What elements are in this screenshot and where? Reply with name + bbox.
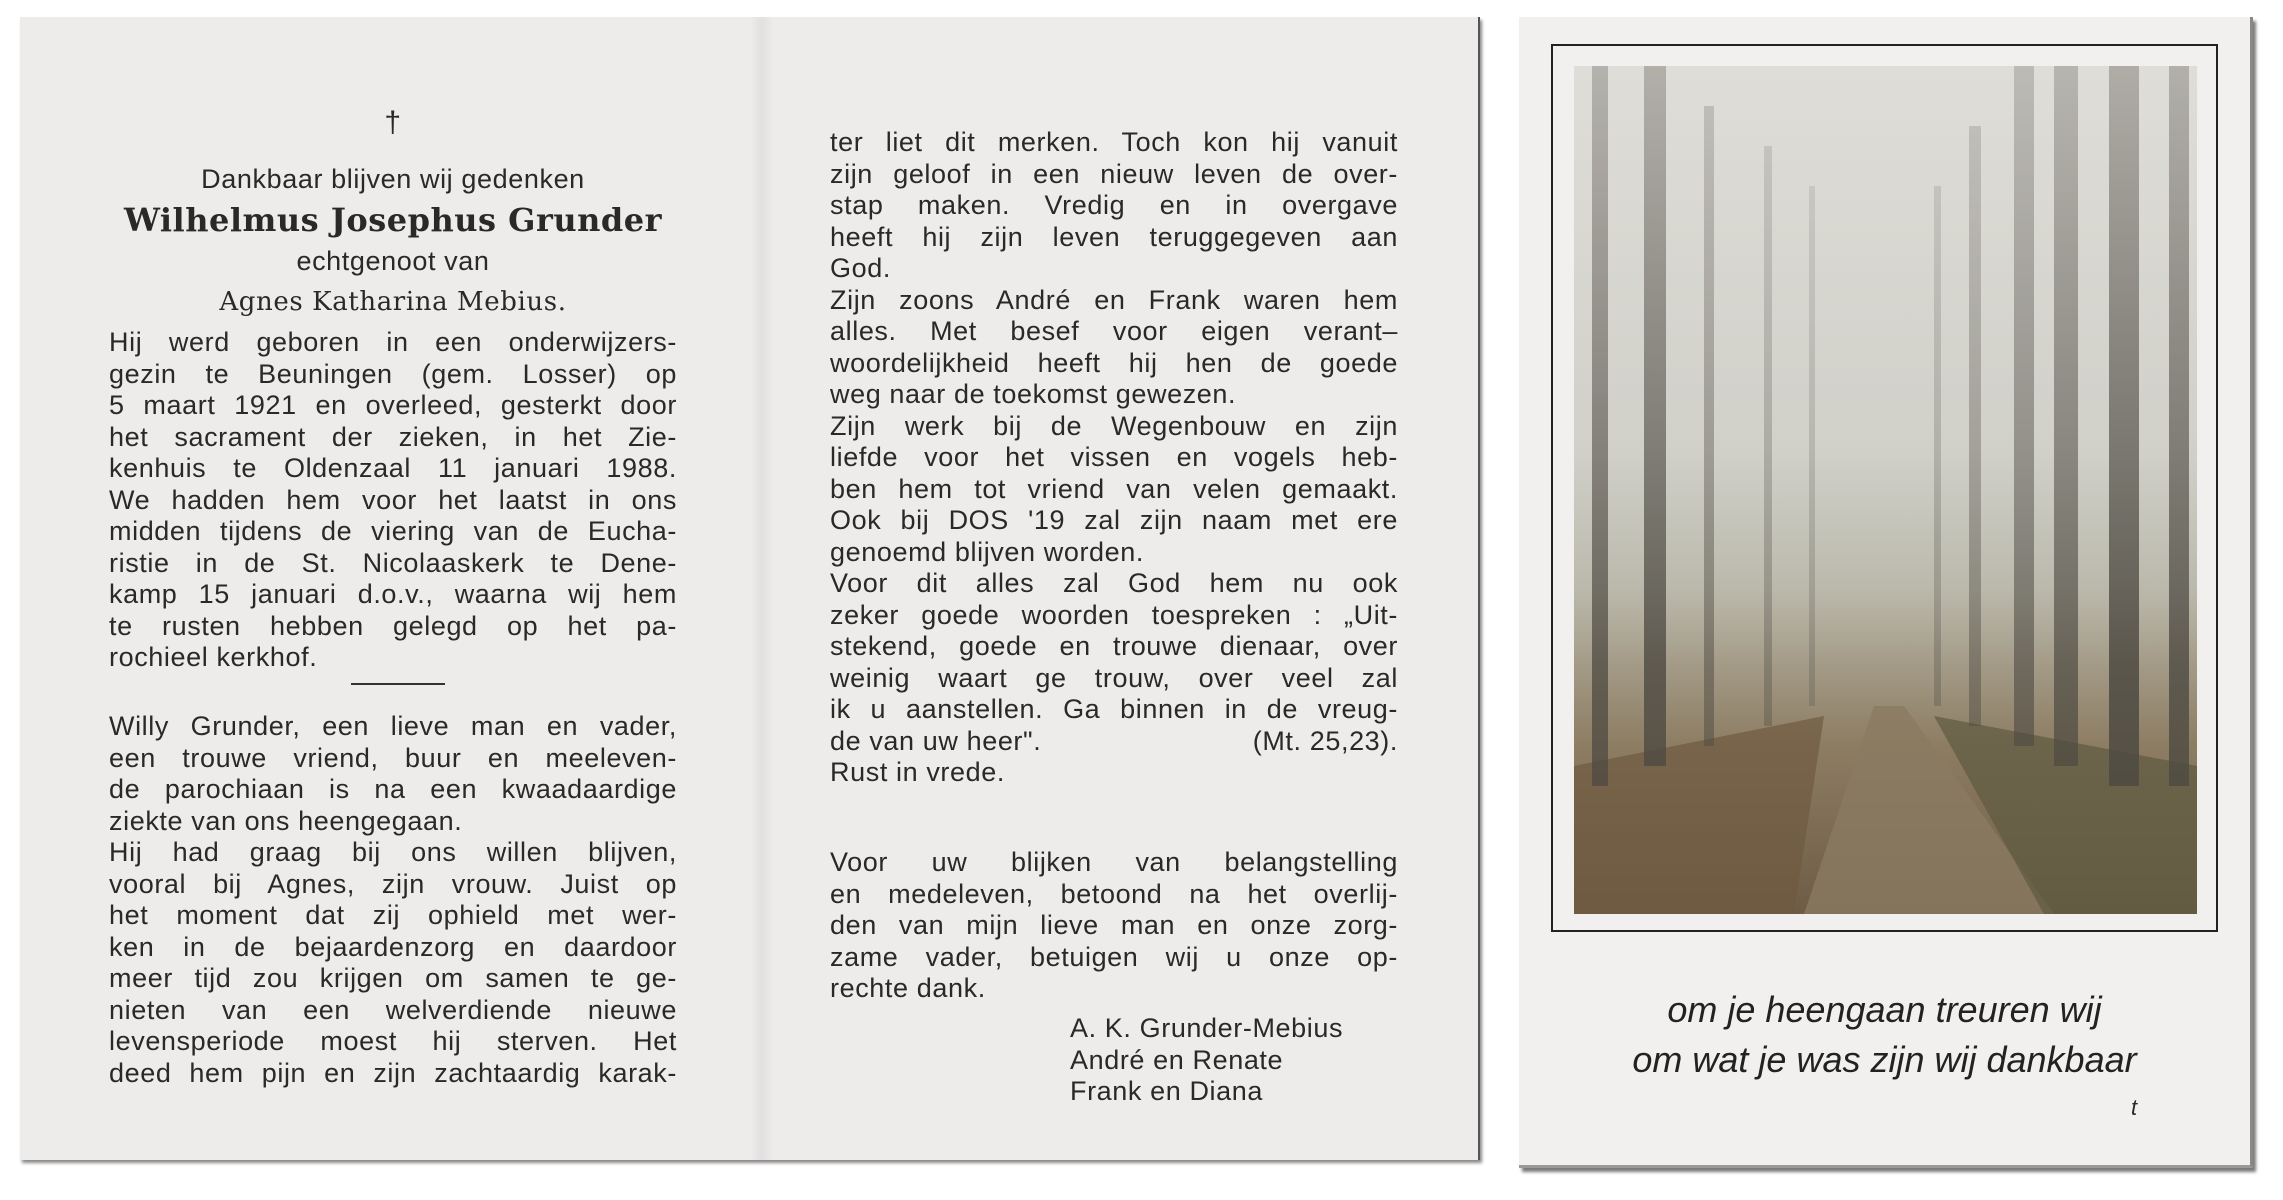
deceased-name: Wilhelmus Josephus Grunder bbox=[124, 201, 662, 239]
text-line: ken in de bejaardenzorg en daardoor bbox=[109, 931, 677, 962]
text-line: zijn geloof in een nieuw leven de over- bbox=[830, 158, 1398, 189]
text-line: 5 maart 1921 en overleed, gesterkt door bbox=[109, 390, 677, 420]
divider bbox=[351, 683, 445, 685]
signatures bbox=[1070, 1013, 1343, 1108]
text-line: heeft hij zijn leven teruggegeven aan bbox=[830, 221, 1398, 252]
text-line: vooral bij Agnes, zijn vrouw. Juist op bbox=[109, 868, 677, 899]
cross-symbol: † bbox=[384, 106, 402, 139]
signature-line: A. K. Grunder-Mebius bbox=[1070, 1013, 1344, 1043]
text-line: weg naar de toekomst gewezen. bbox=[830, 379, 1237, 409]
thanks-paragraph bbox=[830, 847, 1398, 1005]
text-paragraph bbox=[830, 285, 1398, 411]
text-line: woordelijkheid heeft hij hen de goede bbox=[830, 347, 1398, 378]
text-line: Zijn zoons André en Frank waren hem bbox=[830, 284, 1398, 315]
right-page-text bbox=[830, 127, 1398, 726]
quote-end: de van uw heer". bbox=[830, 725, 1042, 756]
text-line: kenhuis te Oldenzaal 11 januari 1988. bbox=[109, 453, 677, 483]
text-line: We hadden hem voor het laatst in ons bbox=[109, 484, 677, 515]
forest-illustration bbox=[1574, 66, 2197, 914]
text-line: ben hem tot vriend van velen gemaakt. bbox=[830, 473, 1398, 504]
text-line: stekend, goede en trouwe dienaar, over bbox=[830, 631, 1398, 661]
text-line: liefde voor het vissen en vogels heb- bbox=[830, 442, 1398, 472]
text-line: gezin te Beuningen (gem. Losser) op bbox=[109, 358, 677, 389]
text-line: Hij werd geboren in een onderwijzers- bbox=[109, 327, 677, 357]
text-paragraph bbox=[830, 411, 1398, 569]
text-line: het sacrament der zieken, in het Zie- bbox=[109, 421, 677, 452]
text-line: te rusten hebben gelegd op het pa- bbox=[109, 610, 677, 641]
biography-paragraph bbox=[109, 327, 677, 674]
text-line: Ook bij DOS '19 zal zijn naam met ere bbox=[830, 505, 1398, 535]
text-line: God. bbox=[830, 253, 891, 283]
right-page bbox=[830, 127, 1398, 789]
photo-frame bbox=[1551, 44, 2218, 932]
text-line: zame vader, betuigen wij u onze op- bbox=[830, 941, 1398, 972]
text-line: levensperiode moest hij sterven. Het bbox=[109, 1026, 677, 1056]
text-line: deed hem pijn en zijn zachtaardig karak- bbox=[109, 1057, 677, 1088]
relation-line: echtgenoot van bbox=[296, 246, 490, 276]
text-line: Zijn werk bij de Wegenbouw en zijn bbox=[830, 410, 1398, 441]
text-line: weinig waart ge trouw, over veel zal bbox=[830, 662, 1398, 693]
text-line: ik u aanstellen. Ga binnen in de vreug- bbox=[830, 694, 1398, 724]
text-line: alles. Met besef voor eigen verant– bbox=[830, 316, 1398, 346]
caption-line: om je heengaan treuren wij bbox=[1667, 989, 2102, 1030]
text-line: ziekte van ons heengegaan. bbox=[109, 805, 463, 836]
text-line: Voor uw blijken van belangstelling bbox=[830, 847, 1398, 877]
text-line: Voor dit alles zal God hem nu ook bbox=[830, 568, 1398, 598]
card-fold bbox=[750, 17, 774, 1160]
text-line: nieten van een welverdiende nieuwe bbox=[109, 994, 677, 1025]
text-line: stap maken. Vredig en in overgave bbox=[830, 190, 1398, 220]
text-line: een trouwe vriend, buur en meeleven- bbox=[109, 742, 677, 773]
text-line: meer tijd zou krijgen om samen te ge- bbox=[109, 963, 677, 993]
text-line: rochieel kerkhof. bbox=[109, 642, 318, 672]
text-line: Willy Grunder, een lieve man en vader, bbox=[109, 711, 677, 741]
spouse-name: Agnes Katharina Mebius. bbox=[219, 287, 567, 317]
quote-end-line bbox=[830, 726, 1398, 758]
text-line: kamp 15 januari d.o.v., waarna wij hem bbox=[109, 579, 677, 609]
text-line: de parochiaan is na een kwaadaardige bbox=[109, 774, 677, 804]
memorial-card-inside bbox=[20, 17, 1480, 1160]
text-line: ristie in de St. Nicolaaskerk te Dene- bbox=[109, 547, 677, 578]
text-line: den van mijn lieve man en onze zorg- bbox=[830, 910, 1398, 940]
printer-mark: t bbox=[2131, 1095, 2138, 1120]
intro-block bbox=[109, 159, 677, 323]
text-line: genoemd blijven worden. bbox=[830, 536, 1144, 567]
tribute-paragraph bbox=[109, 837, 677, 1089]
text-line: ter liet dit merken. Toch kon hij vanuit bbox=[830, 127, 1398, 157]
text-paragraph bbox=[830, 127, 1398, 285]
tribute-paragraphs bbox=[109, 711, 677, 1089]
signature-line: André en Renate bbox=[1070, 1044, 1284, 1075]
bible-reference: (Mt. 25,23). bbox=[1252, 725, 1398, 756]
text-line: rechte dank. bbox=[830, 973, 986, 1003]
closing-line: Rust in vrede. bbox=[830, 757, 1005, 787]
text-line: midden tijdens de viering van de Eucha- bbox=[109, 516, 677, 546]
misty-forest-path-photo bbox=[1574, 66, 2197, 914]
text-paragraph bbox=[830, 568, 1398, 726]
tribute-paragraph bbox=[109, 711, 677, 837]
text-line: het moment dat zij ophield met wer- bbox=[109, 900, 677, 930]
text-line: Hij had graag bij ons willen blijven, bbox=[109, 837, 677, 867]
text-line: zeker goede woorden toespreken : „Uit- bbox=[830, 599, 1398, 630]
intro-line: Dankbaar blijven wij gedenken bbox=[201, 164, 585, 194]
signature-line: Frank en Diana bbox=[1070, 1076, 1263, 1106]
caption-line: om wat je was zijn wij dankbaar bbox=[1632, 1039, 2137, 1080]
text-line: en medeleven, betoond na het overlij- bbox=[830, 878, 1398, 909]
memorial-card-front bbox=[1519, 17, 2253, 1168]
